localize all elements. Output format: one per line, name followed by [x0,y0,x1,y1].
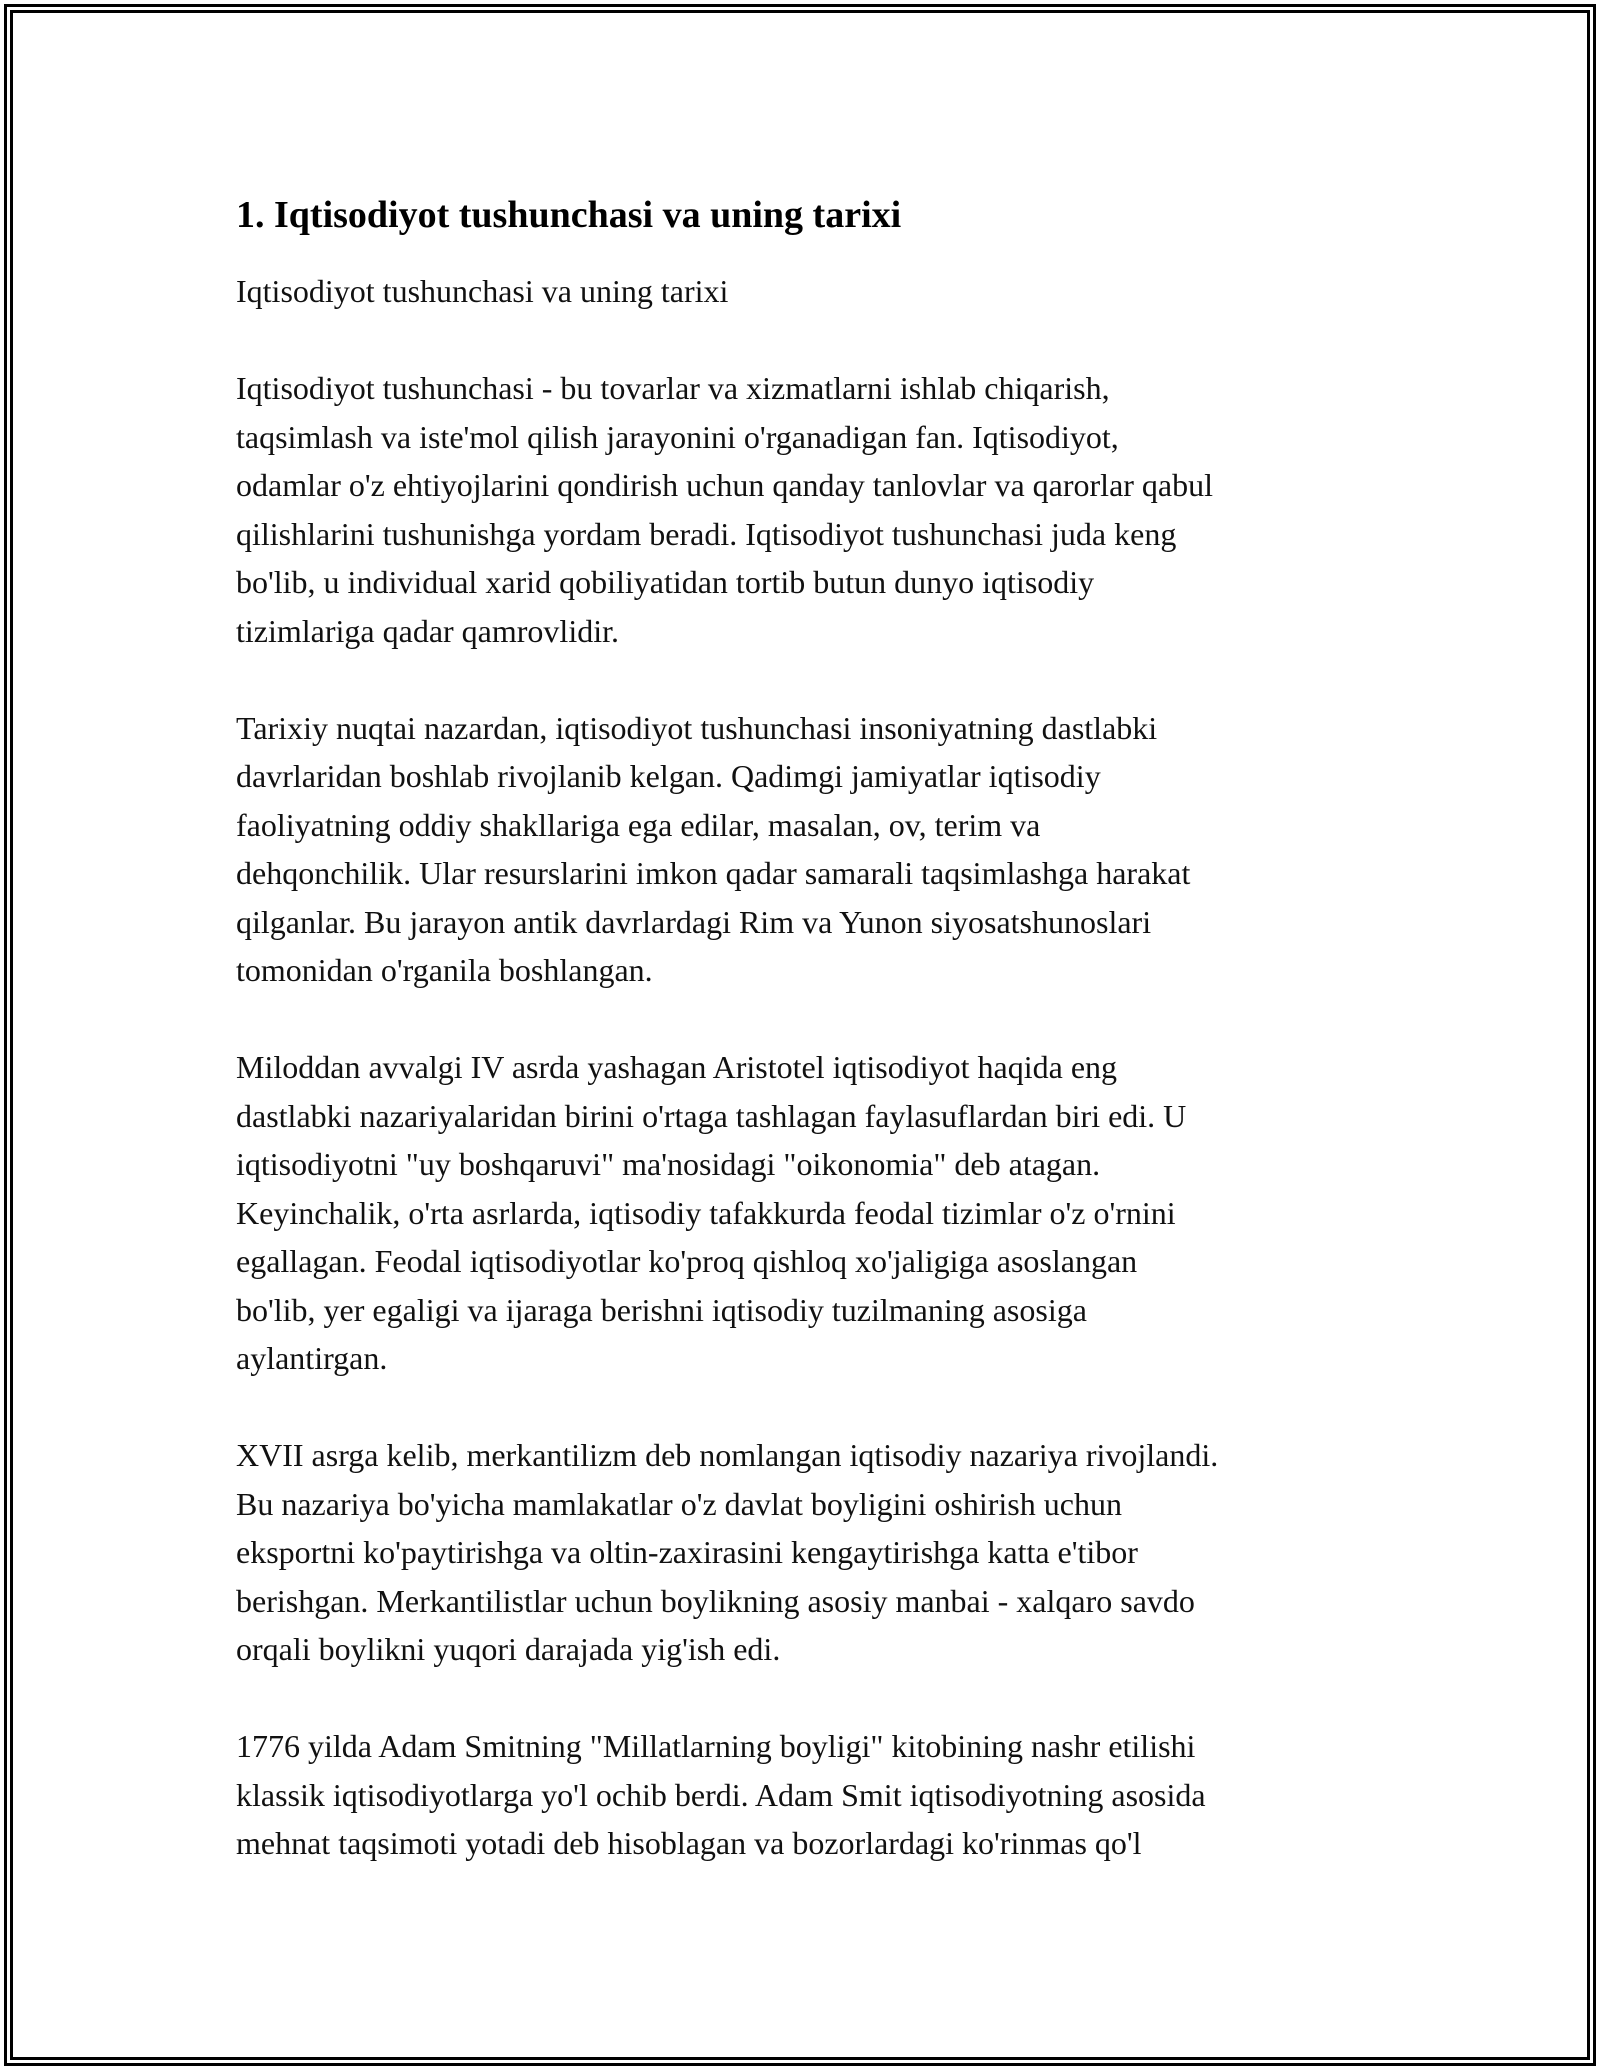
text-line: odamlar o'z ehtiyojlarini qondirish uchun qanday tanlovlar va qarorlar qabul [236,467,1214,503]
text-line: davrlaridan boshlab rivojlanib kelgan. Qadimgi jamiyatlar iqtisodiy [236,758,1101,794]
body-paragraph [236,704,1386,995]
text-line: dehqonchilik. Ular resurslarini imkon qadar samarali taqsimlashga harakat [236,855,1191,891]
document-page [236,190,1386,1868]
text-line: Tarixiy nuqtai nazardan, iqtisodiyot tushunchasi insoniyatning dastlabki [236,709,1158,746]
text-line: bo'lib, u individual xarid qobiliyatidan tortib butun dunyo iqtisodiy [236,564,1095,600]
text-line: klassik iqtisodiyotlarga yo'l ochib berdi. Adam Smit iqtisodiyotning asosida [236,1776,1206,1813]
text-line: XVII asrga kelib, merkantilizm deb nomlangan iqtisodiy nazariya rivojlandi. [236,1437,1219,1473]
body-paragraph [236,1722,1386,1868]
text-line: Keyinchalik, o'rta asrlarda, iqtisodiy tafakkurda feodal tizimlar o'z o'rnini [236,1194,1176,1231]
text-line: qilganlar. Bu jarayon antik davrlardagi Rim va Yunon siyosatshunoslari [236,903,1152,940]
text-line: egallagan. Feodal iqtisodiyotlar ko'proq qishloq xo'jaligiga asoslangan [236,1243,1138,1279]
text-line: Iqtisodiyot tushunchasi - bu tovarlar va xizmatlarni ishlab chiqarish, [236,370,1110,406]
text-line: tomonidan o'rganila boshlangan. [236,952,653,988]
text-line: iqtisodiyotni "uy boshqaruvi" ma'nosidagi "oikonomia" deb atagan. [236,1146,1101,1182]
text-line: qilishlarini tushunishga yordam beradi. Iqtisodiyot tushunchasi juda keng [236,515,1177,552]
text-line: eksportni ko'paytirishga va oltin-zaxirasini kengaytirishga katta e'tibor [236,1534,1138,1570]
text-line: bo'lib, yer egaligi va ijaraga berishni iqtisodiy tuzilmaning asosiga [236,1291,1087,1328]
text-line: aylantirgan. [236,1340,388,1376]
section-heading: 1. Iqtisodiyot tushunchasi va uning tarixi [236,194,902,236]
document-body [236,364,1386,1868]
section-subtitle: Iqtisodiyot tushunchasi va uning tarixi [236,273,729,309]
text-line: faoliyatning oddiy shakllariga ega edilar, masalan, ov, terim va [236,806,1041,843]
text-line: mehnat taqsimoti yotadi deb hisoblagan va bozorlardagi ko'rinmas qo'l [236,1825,1142,1861]
text-line: Bu nazariya bo'yicha mamlakatlar o'z davlat boyligini oshirish uchun [236,1485,1122,1522]
text-line: 1776 yilda Adam Smitning "Millatlarning boyligi" kitobining nashr etilishi [236,1728,1196,1764]
body-paragraph [236,1431,1386,1674]
text-line: tizimlariga qadar qamrovlidir. [236,612,619,649]
text-line: taqsimlash va iste'mol qilish jarayonini o'rganadigan fan. Iqtisodiyot, [236,418,1119,455]
text-line: berishgan. Merkantilistlar uchun boylikning asosiy manbai - xalqaro savdo [236,1582,1195,1619]
body-paragraph [236,1043,1386,1383]
text-line: orqali boylikni yuqori darajada yig'ish edi. [236,1631,781,1667]
text-line: dastlabki nazariyalaridan birini o'rtaga tashlagan faylasuflardan biri edi. U [236,1097,1187,1134]
text-line: Miloddan avvalgi IV asrda yashagan Aristotel iqtisodiyot haqida eng [236,1049,1118,1085]
body-paragraph [236,364,1386,655]
